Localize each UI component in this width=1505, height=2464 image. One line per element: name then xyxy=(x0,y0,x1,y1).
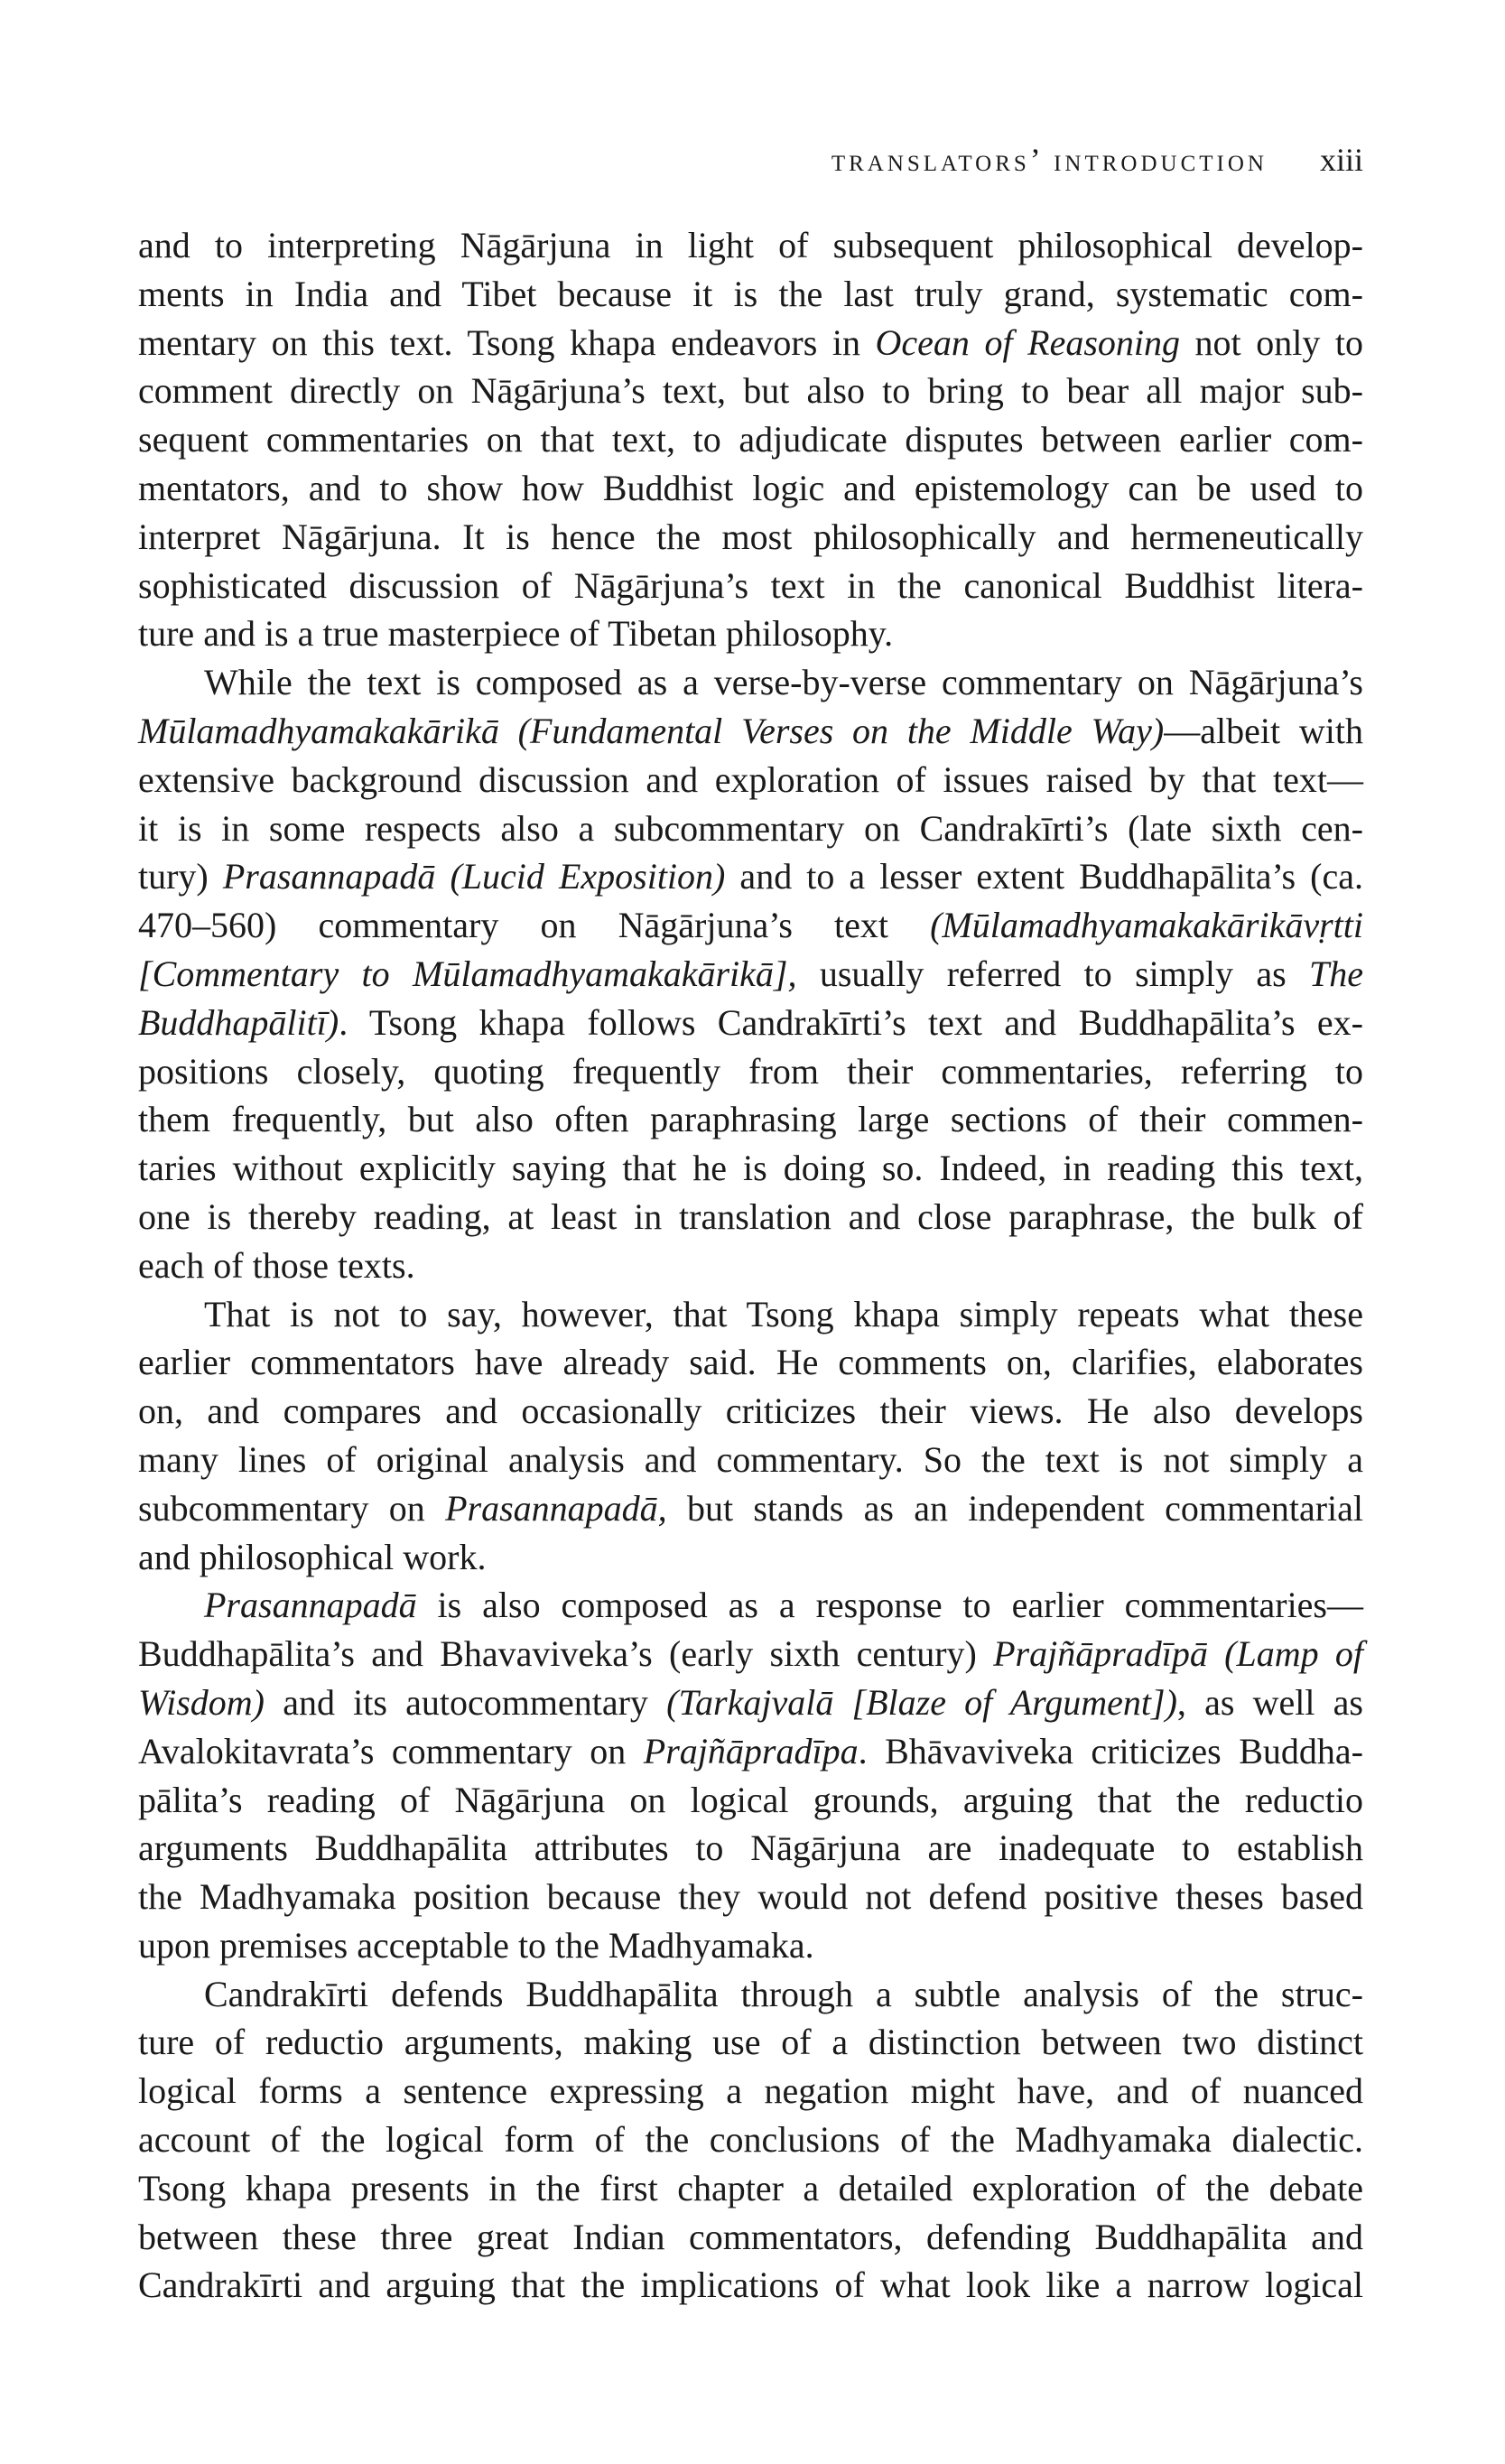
text-line xyxy=(138,367,1363,415)
text-segment: tury) xyxy=(138,856,223,897)
text-segment: pālita’s reading of Nāgārjuna on logical grounds, arguing that the reductio xyxy=(138,1779,1363,1820)
italic-text: Prajñāpradīpā (Lamp of xyxy=(993,1633,1363,1675)
text-segment: That is not to say, however, that Tsong khapa simply repeats what these xyxy=(204,1293,1363,1334)
text-line xyxy=(138,1193,1363,1241)
text-segment: positions closely, quoting frequently from their commentaries, referring to xyxy=(138,1050,1363,1092)
text-line xyxy=(138,1290,1363,1339)
text-segment: Tsong khapa presents in the first chapter a detailed exploration of the debate xyxy=(138,2167,1363,2208)
text-line xyxy=(138,1776,1363,1825)
text-line xyxy=(138,562,1363,610)
text-line xyxy=(138,1630,1363,1678)
text-line xyxy=(138,1581,1363,1630)
text-line xyxy=(138,1970,1363,2019)
text-line xyxy=(138,2164,1363,2213)
text-segment: logical forms a sentence expressing a negation might have, and of nuanced xyxy=(138,2070,1363,2112)
text-line xyxy=(138,1047,1363,1096)
text-line xyxy=(138,658,1363,707)
text-segment: each of those texts. xyxy=(138,1244,415,1286)
text-segment: sophisticated discussion of Nāgārjuna’s text in the canonical Buddhist litera- xyxy=(138,564,1363,606)
text-line xyxy=(138,1144,1363,1193)
text-segment: comment directly on Nāgārjuna’s text, but also to bring to bear all major sub- xyxy=(138,370,1363,412)
text-line xyxy=(138,415,1363,464)
italic-text: (Tarkajvalā [Blaze of Argument]) xyxy=(666,1681,1177,1723)
text-line xyxy=(138,2213,1363,2262)
text-line xyxy=(138,852,1363,901)
text-segment: mentators, and to show how Buddhist logic and epistemology can be used to xyxy=(138,467,1363,508)
italic-text: (Mūlamadhyamakakārikāvṛtti xyxy=(930,905,1363,946)
text-segment: Avalokitavrata’s commentary on xyxy=(138,1730,644,1771)
body-text xyxy=(138,221,1363,2310)
italic-text: Prasannapadā xyxy=(204,1585,417,1626)
text-line xyxy=(138,999,1363,1047)
text-segment: upon premises acceptable to the Madhyamaka. xyxy=(138,1924,814,1966)
text-segment: many lines of original analysis and commentary. So the text is not simply a xyxy=(138,1438,1363,1480)
text-segment: one is thereby reading, at least in translation and close paraphrase, the bulk of xyxy=(138,1195,1363,1237)
text-segment: and its autocommentary xyxy=(265,1681,667,1723)
text-segment: . Tsong khapa follows Candrakīrti’s text and Buddhapālita’s ex- xyxy=(339,1001,1363,1043)
text-segment: is also composed as a response to earlier commentaries— xyxy=(416,1585,1363,1626)
italic-text: Ocean of Reasoning xyxy=(875,321,1180,363)
italic-text: Prajñāpradīpa xyxy=(643,1730,859,1771)
text-line xyxy=(138,756,1363,804)
text-line xyxy=(138,1338,1363,1387)
text-segment: and philosophical work. xyxy=(138,1536,487,1577)
text-segment: account of the logical form of the conclusions of the Madhyamaka dialectic. xyxy=(138,2119,1363,2161)
text-line xyxy=(138,221,1363,270)
italic-text: Prasannapadā, xyxy=(445,1487,667,1529)
italic-text: Buddhapālitī) xyxy=(138,1001,339,1043)
text-line xyxy=(138,1824,1363,1873)
text-line xyxy=(138,1436,1363,1484)
text-segment: Candrakīrti defends Buddhapālita through a subtle analysis of the struc- xyxy=(204,1973,1363,2014)
text-line xyxy=(138,2261,1363,2310)
text-line xyxy=(138,1678,1363,1727)
text-segment: it is in some respects also a subcommentary on Candrakīrti’s (late sixth cen- xyxy=(138,807,1363,849)
text-segment: usually referred to simply as xyxy=(796,953,1309,994)
text-segment: ture and is a true masterpiece of Tibetan philosophy. xyxy=(138,613,894,655)
text-segment: and to interpreting Nāgārjuna in light of subsequent philosophical develop- xyxy=(138,225,1363,265)
text-segment: Candrakīrti and arguing that the implications of what look like a narrow logical xyxy=(138,2264,1363,2306)
text-line xyxy=(138,270,1363,319)
text-segment: interpret Nāgārjuna. It is hence the most philosophically and hermeneutically xyxy=(138,516,1363,557)
text-segment: , as well as xyxy=(1176,1681,1363,1723)
text-line xyxy=(138,1387,1363,1436)
text-line xyxy=(138,1095,1363,1144)
text-segment: them frequently, but also often paraphrasing large sections of their commen- xyxy=(138,1099,1363,1140)
text-line xyxy=(138,901,1363,950)
text-line xyxy=(138,1484,1363,1533)
text-line xyxy=(138,1873,1363,1921)
text-line xyxy=(138,1241,1363,1290)
text-segment: not only to xyxy=(1180,321,1363,363)
text-line xyxy=(138,319,1363,367)
text-line xyxy=(138,609,1363,658)
text-segment: taries without explicitly saying that he is doing so. Indeed, in reading this text, xyxy=(138,1148,1363,1189)
running-head-title: translators’ introduction xyxy=(831,142,1268,178)
running-head xyxy=(138,135,1363,184)
italic-text: Prasannapadā (Lucid Exposition) xyxy=(222,856,726,897)
text-segment: between these three great Indian commentators, defending Buddhapālita and xyxy=(138,2216,1363,2257)
text-line xyxy=(138,2115,1363,2164)
text-segment: 470–560) commentary on Nāgārjuna’s text xyxy=(138,905,931,946)
text-line xyxy=(138,2018,1363,2067)
text-segment: arguments Buddhapālita attributes to Nāgārjuna are inadequate to establish xyxy=(138,1827,1363,1869)
text-line xyxy=(138,1533,1363,1582)
text-segment: mentary on this text. Tsong khapa endeavors in xyxy=(138,321,876,363)
text-segment: on, and compares and occasionally criticizes their views. He also develops xyxy=(138,1390,1363,1432)
text-line xyxy=(138,513,1363,562)
text-segment: the Madhyamaka position because they would not defend positive theses based xyxy=(138,1876,1363,1918)
text-line xyxy=(138,804,1363,853)
text-segment: ture of reductio arguments, making use of a distinction between two distinct xyxy=(138,2022,1363,2063)
italic-text: Mūlamadhyamakakārikā (Fundamental Verses on the Middle Way) xyxy=(138,710,1165,751)
text-line xyxy=(138,464,1363,513)
italic-text: The xyxy=(1309,953,1363,994)
page-number: xiii xyxy=(1319,142,1363,178)
italic-text: [Commentary to Mūlamadhyamakakārikā], xyxy=(138,953,797,994)
text-line xyxy=(138,1727,1363,1776)
text-line xyxy=(138,2067,1363,2115)
text-segment: earlier commentators have already said. He comments on, clarifies, elaborates xyxy=(138,1342,1363,1383)
italic-text: Wisdom) xyxy=(138,1681,265,1723)
text-segment: but stands as an independent commentarial xyxy=(666,1487,1363,1529)
text-segment: While the text is composed as a verse-by-verse commentary on Nāgārjuna’s xyxy=(204,662,1363,703)
text-line xyxy=(138,950,1363,999)
text-line xyxy=(138,707,1363,756)
text-segment: and to a lesser extent Buddhapālita’s (ca. xyxy=(725,856,1364,897)
text-segment: extensive background discussion and exploration of issues raised by that text— xyxy=(138,758,1363,800)
text-segment: sequent commentaries on that text, to adjudicate disputes between earlier com- xyxy=(138,419,1363,460)
text-segment: Buddhapālita’s and Bhavaviveka’s (early sixth century) xyxy=(138,1633,994,1675)
text-segment: . Bhāvaviveka criticizes Buddha- xyxy=(858,1730,1363,1771)
text-segment: subcommentary on xyxy=(138,1487,446,1529)
text-segment: —albeit with xyxy=(1164,710,1363,751)
text-segment: ments in India and Tibet because it is the last truly grand, systematic com- xyxy=(138,273,1363,314)
text-line xyxy=(138,1921,1363,1970)
